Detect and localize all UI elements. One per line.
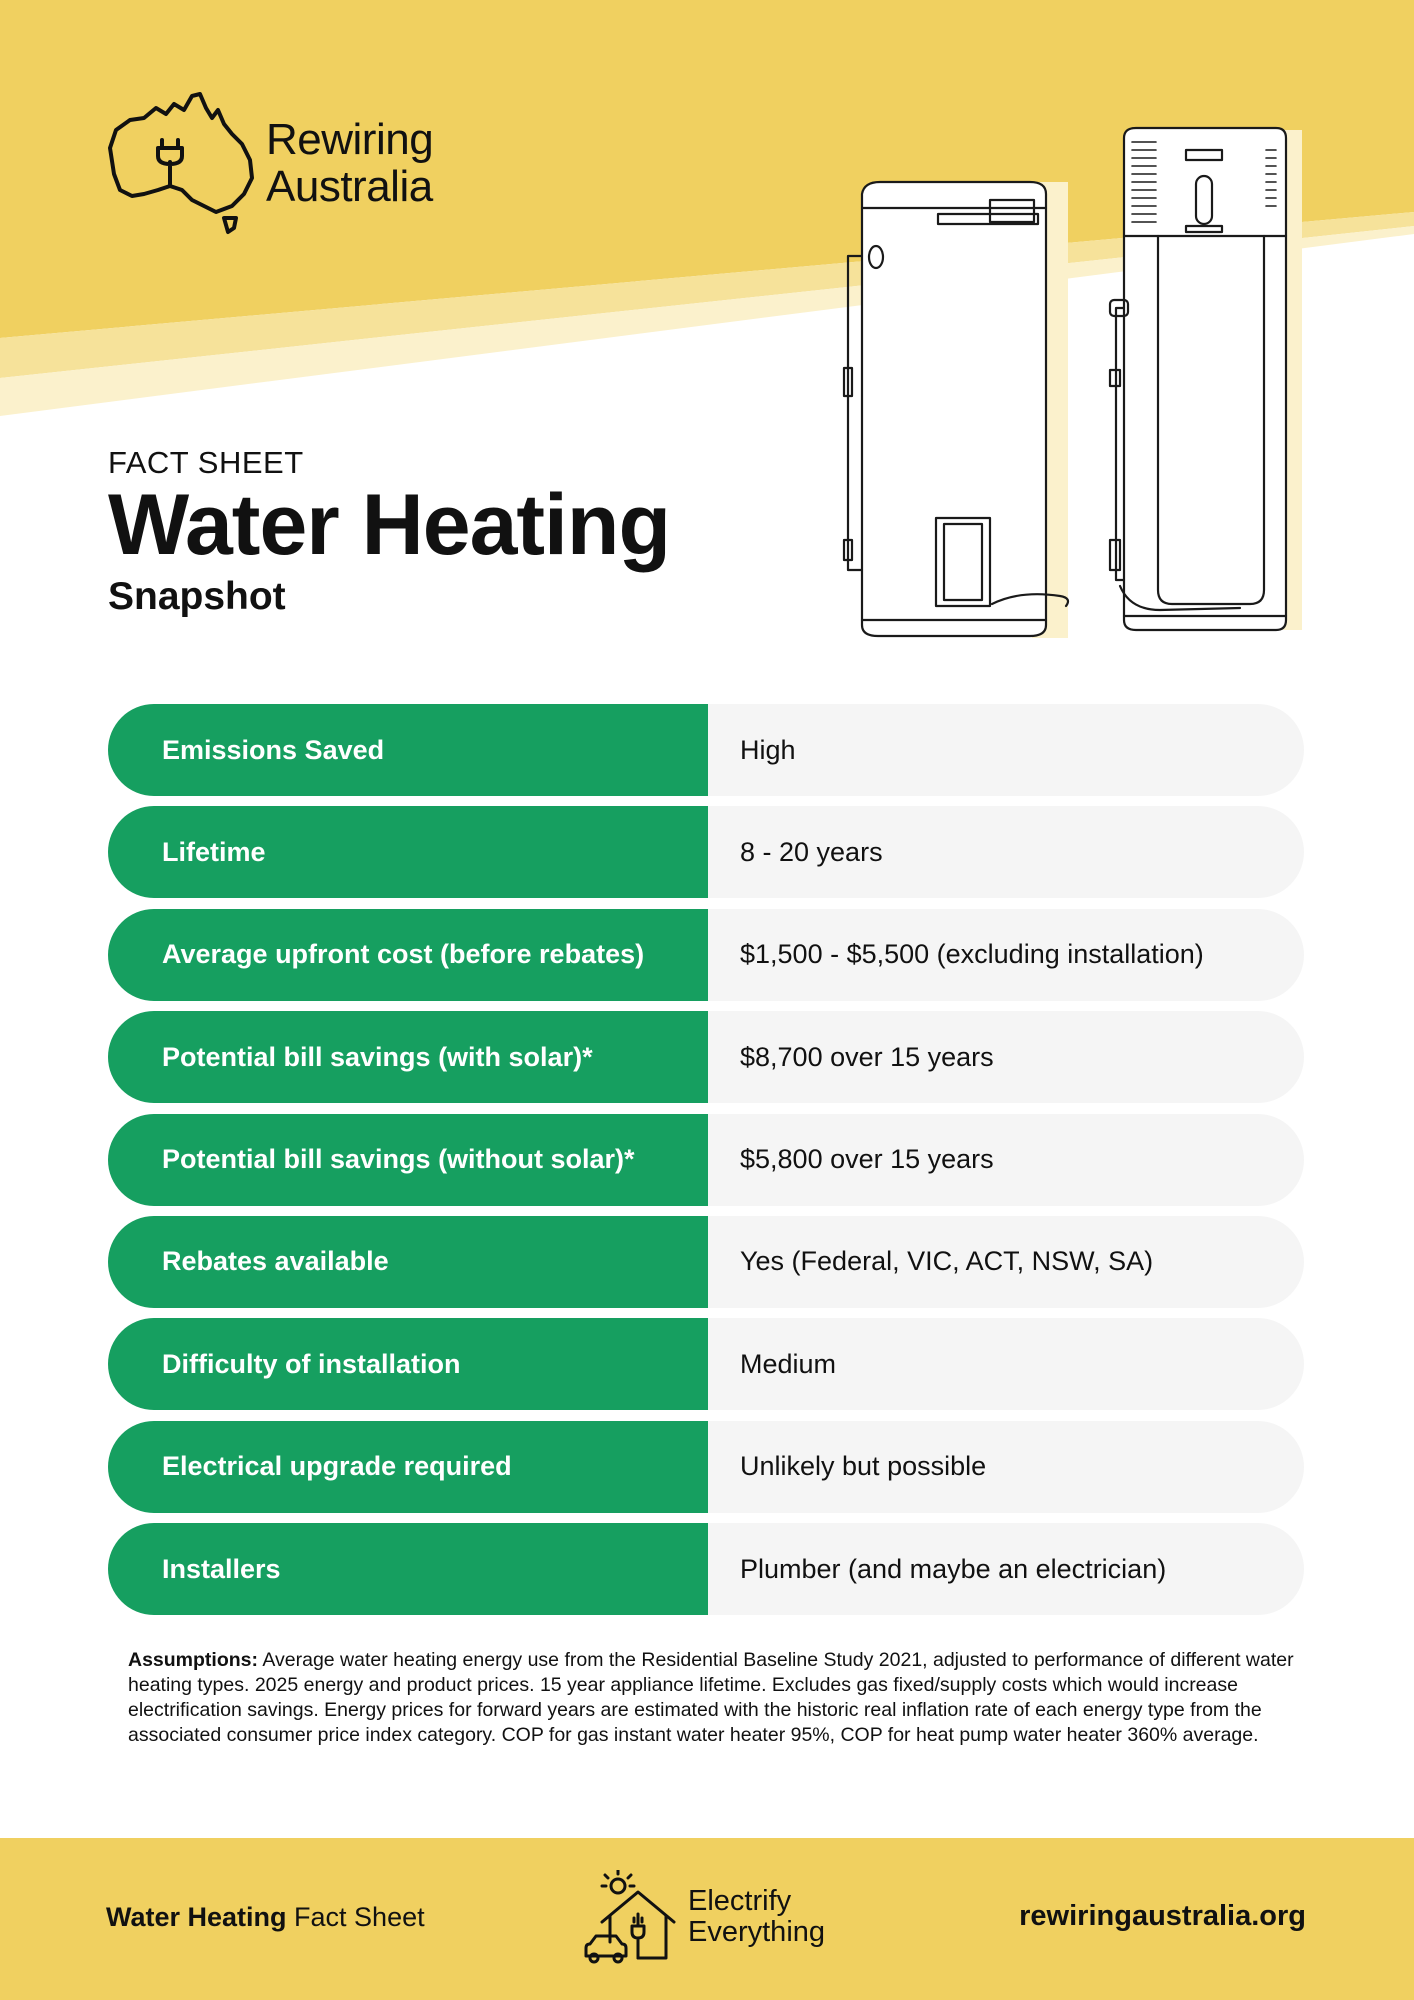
table-row [108,1421,1304,1513]
rewiring-australia-logo[interactable] [104,90,464,240]
kicker: FACT SHEET [108,445,304,480]
row-value: Unlikely but possible [708,1421,1304,1513]
row-value: 8 - 20 years [708,806,1304,898]
row-label: Potential bill savings (with solar)* [108,1011,708,1103]
row-value: Medium [708,1318,1304,1410]
table-row [108,806,1304,898]
footer-logo-line-2: Everything [688,1916,826,1948]
footer-doc-title-rest: Fact Sheet [286,1902,425,1932]
row-value: $8,700 over 15 years [708,1011,1304,1103]
row-label: Lifetime [108,806,708,898]
logo-wordmark [266,116,433,210]
logo-line-2: Australia [266,162,433,211]
page-subtitle: Snapshot [108,575,286,618]
table-row [108,909,1304,1001]
row-label: Installers [108,1523,708,1615]
row-label: Potential bill savings (without solar)* [108,1114,708,1206]
table-row [108,1011,1304,1103]
page-title: Water Heating [108,477,670,573]
table-row [108,1523,1304,1615]
assumptions-note [128,1648,1328,1748]
row-value: Yes (Federal, VIC, ACT, NSW, SA) [708,1216,1304,1308]
assumptions-text: Average water heating energy use from the Residential Baseline Study 2021, adjusted to performance of different water heating types. 2025 energy and product prices. 15 year appliance lifetime. Excludes gas fixed/supply costs which would increase electrification savings. Energy prices for forward years are estimated with the historic real inflation rate of each energy type from the associated consumer price index category. COP for gas instant water heater 95%, COP for heat pump water heater 360% average. [128,1649,1294,1746]
footer [0,1838,1414,2000]
row-label: Average upfront cost (before rebates) [108,909,708,1001]
water-heater-illustration [820,120,1320,640]
row-value: High [708,704,1304,796]
table-row [108,1114,1304,1206]
snapshot-table [108,704,1304,1626]
assumptions-heading: Assumptions: [128,1649,259,1671]
australia-plug-icon [104,90,264,240]
row-label: Rebates available [108,1216,708,1308]
table-row [108,704,1304,796]
footer-doc-title [106,1902,425,1933]
house-car-plug-icon [582,1870,686,1970]
footer-logo-wordmark [688,1886,825,1948]
footer-logo-line-1: Electrify [688,1885,792,1917]
row-label: Emissions Saved [108,704,708,796]
table-row [108,1318,1304,1410]
electrify-everything-logo[interactable] [582,1870,842,1970]
website-link[interactable]: rewiringaustralia.org [1019,1900,1306,1932]
logo-line-1: Rewiring [266,115,434,164]
row-label: Difficulty of installation [108,1318,708,1410]
row-value: $5,800 over 15 years [708,1114,1304,1206]
row-label: Electrical upgrade required [108,1421,708,1513]
title-block [108,445,670,619]
row-value: Plumber (and maybe an electrician) [708,1523,1304,1615]
footer-doc-title-bold: Water Heating [106,1902,287,1932]
table-row [108,1216,1304,1308]
row-value: $1,500 - $5,500 (excluding installation) [708,909,1304,1001]
